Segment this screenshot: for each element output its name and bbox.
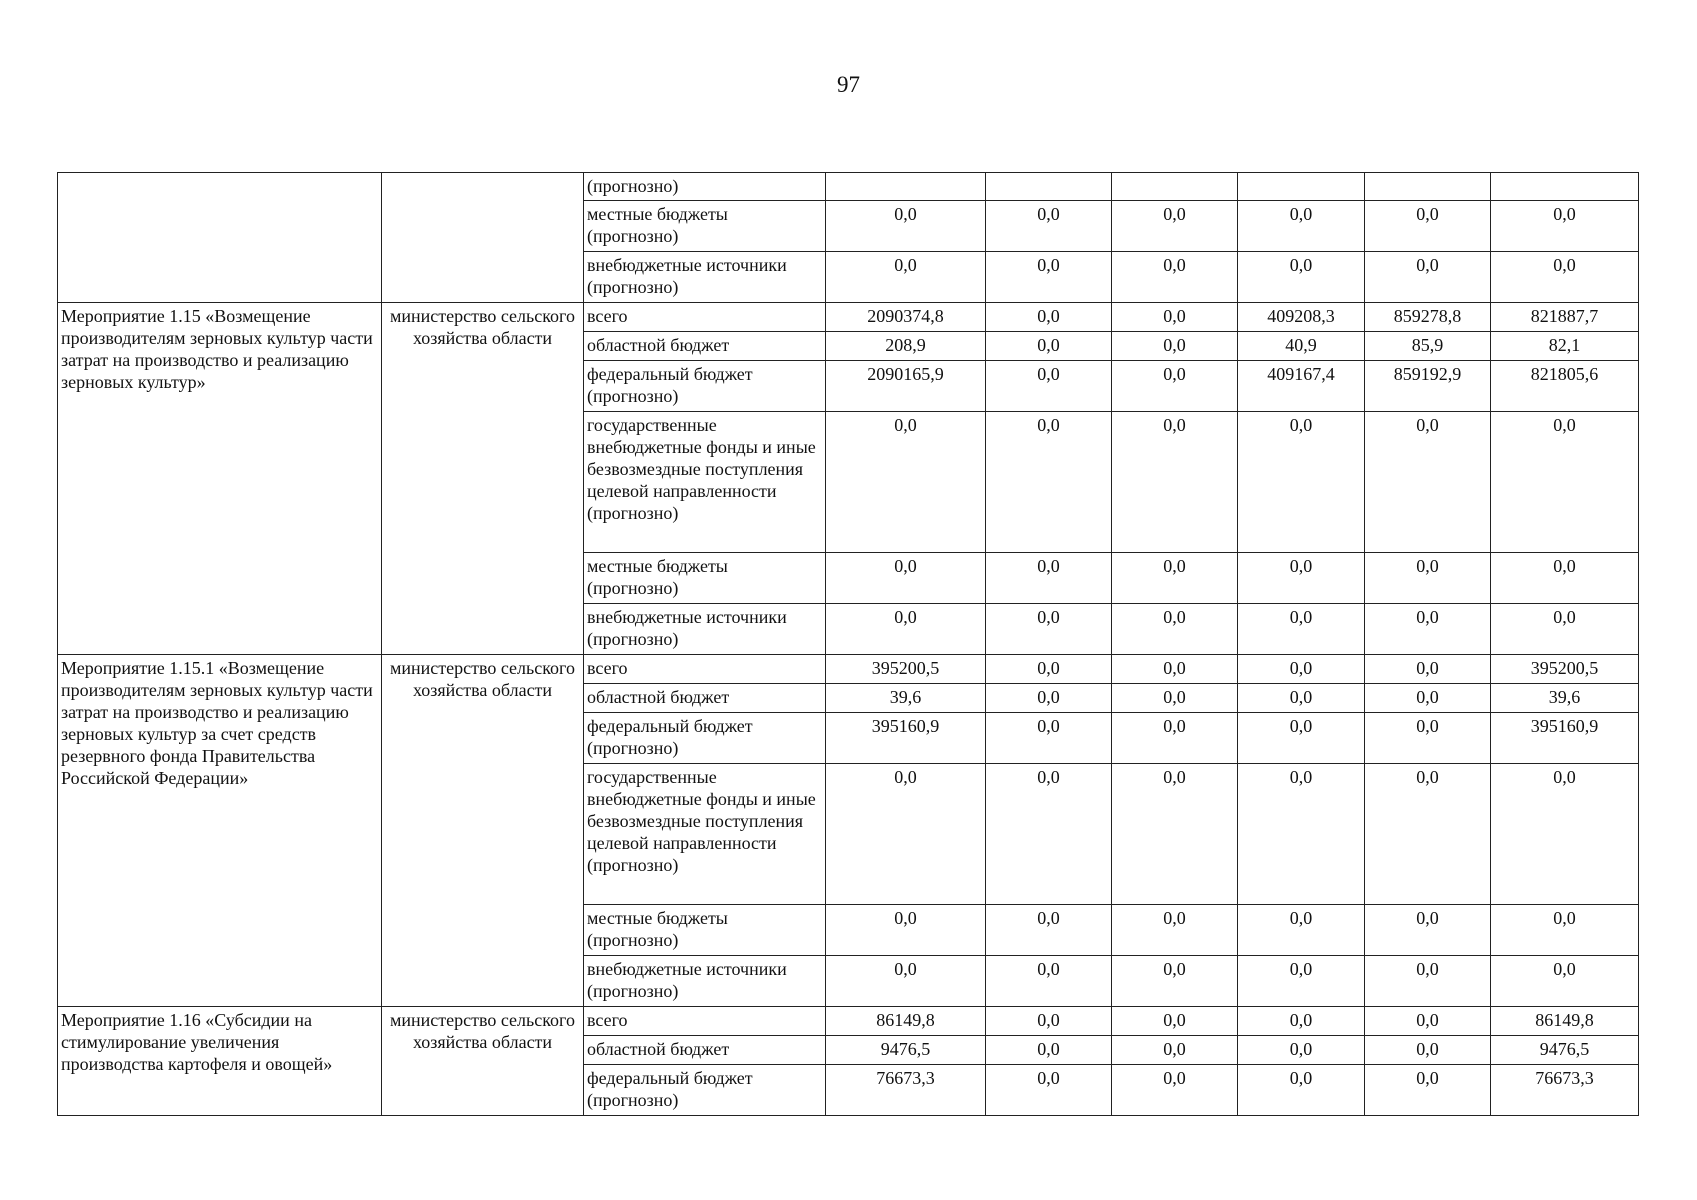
funding-source-cell: внебюджетные источники (прогнозно)	[584, 604, 826, 655]
amount-cell: 0,0	[986, 956, 1112, 1007]
amount-cell: 0,0	[826, 956, 986, 1007]
amount-cell: 0,0	[1112, 604, 1238, 655]
amount-cell: 0,0	[1238, 1007, 1365, 1036]
amount-cell: 0,0	[826, 201, 986, 252]
activity-name-cell	[58, 173, 382, 303]
amount-cell: 0,0	[1112, 332, 1238, 361]
amount-cell: 76673,3	[826, 1065, 986, 1116]
table-row	[58, 655, 1639, 684]
amount-cell: 86149,8	[1491, 1007, 1639, 1036]
funding-source-cell: федеральный бюджет (прогнозно)	[584, 713, 826, 764]
amount-cell	[1365, 173, 1491, 201]
amount-cell: 86149,8	[826, 1007, 986, 1036]
amount-cell: 0,0	[1238, 1036, 1365, 1065]
amount-cell: 0,0	[1238, 905, 1365, 956]
activity-name-cell: Мероприятие 1.15 «Возмещение производителям зерновых культур части затрат на производство и реализацию зерновых культур»	[58, 303, 382, 655]
amount-cell: 2090374,8	[826, 303, 986, 332]
amount-cell: 0,0	[1112, 905, 1238, 956]
amount-cell: 0,0	[986, 764, 1112, 905]
amount-cell: 0,0	[1238, 201, 1365, 252]
amount-cell: 0,0	[1365, 655, 1491, 684]
amount-cell: 0,0	[1491, 604, 1639, 655]
budget-table	[57, 172, 1639, 1116]
amount-cell: 859278,8	[1365, 303, 1491, 332]
amount-cell: 0,0	[1112, 1036, 1238, 1065]
funding-source-cell: всего	[584, 655, 826, 684]
amount-cell: 0,0	[1365, 764, 1491, 905]
amount-cell: 0,0	[1491, 905, 1639, 956]
amount-cell: 0,0	[1112, 684, 1238, 713]
amount-cell: 0,0	[1112, 1065, 1238, 1116]
funding-source-cell: всего	[584, 1007, 826, 1036]
amount-cell: 0,0	[826, 252, 986, 303]
amount-cell: 0,0	[986, 412, 1112, 553]
amount-cell: 0,0	[986, 905, 1112, 956]
funding-source-cell: местные бюджеты (прогнозно)	[584, 905, 826, 956]
funding-source-cell: внебюджетные источники (прогнозно)	[584, 252, 826, 303]
amount-cell	[986, 173, 1112, 201]
table-body	[58, 173, 1639, 1116]
funding-source-cell: государственные внебюджетные фонды и иные безвозмездные поступления целевой направленности (прогнозно)	[584, 412, 826, 553]
amount-cell: 2090165,9	[826, 361, 986, 412]
amount-cell: 395200,5	[1491, 655, 1639, 684]
amount-cell: 0,0	[826, 764, 986, 905]
amount-cell: 0,0	[986, 252, 1112, 303]
activity-name-cell: Мероприятие 1.15.1 «Возмещение производителям зерновых культур части затрат на производство и реализацию зерновых культур за счет средств резервного фонда Правительства Российской Федерации»	[58, 655, 382, 1007]
amount-cell: 0,0	[1365, 604, 1491, 655]
amount-cell: 0,0	[1112, 764, 1238, 905]
amount-cell: 0,0	[1112, 412, 1238, 553]
amount-cell: 0,0	[1365, 684, 1491, 713]
funding-source-cell: федеральный бюджет (прогнозно)	[584, 1065, 826, 1116]
table-row	[58, 173, 1639, 201]
amount-cell: 76673,3	[1491, 1065, 1639, 1116]
amount-cell: 39,6	[826, 684, 986, 713]
amount-cell: 821805,6	[1491, 361, 1639, 412]
table-row	[58, 303, 1639, 332]
funding-source-cell: федеральный бюджет (прогнозно)	[584, 361, 826, 412]
amount-cell	[1491, 173, 1639, 201]
amount-cell: 0,0	[1491, 201, 1639, 252]
amount-cell: 85,9	[1365, 332, 1491, 361]
amount-cell: 0,0	[1112, 361, 1238, 412]
amount-cell: 0,0	[1238, 604, 1365, 655]
funding-source-cell: внебюджетные источники (прогнозно)	[584, 956, 826, 1007]
amount-cell: 0,0	[986, 655, 1112, 684]
amount-cell: 0,0	[986, 201, 1112, 252]
amount-cell: 0,0	[986, 1007, 1112, 1036]
amount-cell: 0,0	[1112, 1007, 1238, 1036]
amount-cell: 0,0	[826, 553, 986, 604]
funding-source-cell: областной бюджет	[584, 684, 826, 713]
funding-source-cell: местные бюджеты (прогнозно)	[584, 553, 826, 604]
amount-cell: 0,0	[826, 604, 986, 655]
amount-cell: 0,0	[986, 684, 1112, 713]
amount-cell: 0,0	[1365, 201, 1491, 252]
amount-cell: 0,0	[1491, 252, 1639, 303]
amount-cell: 0,0	[1112, 956, 1238, 1007]
amount-cell: 0,0	[1238, 655, 1365, 684]
page-number: 97	[837, 72, 860, 97]
activity-name-cell: Мероприятие 1.16 «Субсидии на стимулирование увеличения производства картофеля и овощей»	[58, 1007, 382, 1116]
amount-cell: 0,0	[1112, 201, 1238, 252]
amount-cell: 82,1	[1491, 332, 1639, 361]
amount-cell	[1238, 173, 1365, 201]
funding-source-cell: всего	[584, 303, 826, 332]
amount-cell: 0,0	[1365, 956, 1491, 1007]
amount-cell: 0,0	[1365, 252, 1491, 303]
amount-cell: 0,0	[1491, 412, 1639, 553]
amount-cell: 0,0	[986, 713, 1112, 764]
amount-cell: 0,0	[1365, 1007, 1491, 1036]
amount-cell: 0,0	[1238, 252, 1365, 303]
amount-cell: 409167,4	[1238, 361, 1365, 412]
amount-cell: 0,0	[1365, 553, 1491, 604]
amount-cell: 0,0	[1112, 655, 1238, 684]
amount-cell: 0,0	[1112, 252, 1238, 303]
table-row	[58, 1007, 1639, 1036]
amount-cell: 0,0	[986, 604, 1112, 655]
amount-cell: 0,0	[1238, 412, 1365, 553]
amount-cell: 0,0	[1238, 1065, 1365, 1116]
amount-cell: 0,0	[826, 905, 986, 956]
amount-cell: 0,0	[1238, 713, 1365, 764]
amount-cell: 859192,9	[1365, 361, 1491, 412]
amount-cell: 0,0	[1365, 1036, 1491, 1065]
amount-cell: 0,0	[986, 553, 1112, 604]
amount-cell	[826, 173, 986, 201]
amount-cell: 0,0	[1112, 553, 1238, 604]
responsible-org-cell: министерство сельского хозяйства области	[382, 655, 584, 1007]
amount-cell: 409208,3	[1238, 303, 1365, 332]
amount-cell: 0,0	[1238, 956, 1365, 1007]
amount-cell	[1112, 173, 1238, 201]
amount-cell: 0,0	[1238, 684, 1365, 713]
amount-cell: 0,0	[1365, 905, 1491, 956]
amount-cell: 0,0	[1112, 713, 1238, 764]
amount-cell: 0,0	[986, 332, 1112, 361]
amount-cell: 395160,9	[826, 713, 986, 764]
amount-cell: 0,0	[1238, 764, 1365, 905]
amount-cell: 0,0	[986, 361, 1112, 412]
responsible-org-cell: министерство сельского хозяйства области	[382, 1007, 584, 1116]
amount-cell: 208,9	[826, 332, 986, 361]
amount-cell: 395200,5	[826, 655, 986, 684]
responsible-org-cell: министерство сельского хозяйства области	[382, 303, 584, 655]
amount-cell: 0,0	[986, 1065, 1112, 1116]
amount-cell: 0,0	[826, 412, 986, 553]
amount-cell: 0,0	[1491, 764, 1639, 905]
amount-cell: 821887,7	[1491, 303, 1639, 332]
amount-cell: 0,0	[1491, 553, 1639, 604]
amount-cell: 40,9	[1238, 332, 1365, 361]
funding-source-cell: областной бюджет	[584, 332, 826, 361]
funding-source-cell: областной бюджет	[584, 1036, 826, 1065]
amount-cell: 9476,5	[826, 1036, 986, 1065]
amount-cell: 39,6	[1491, 684, 1639, 713]
funding-source-cell: государственные внебюджетные фонды и иные безвозмездные поступления целевой направленности (прогнозно)	[584, 764, 826, 905]
funding-source-cell: (прогнозно)	[584, 173, 826, 201]
amount-cell: 0,0	[986, 303, 1112, 332]
amount-cell: 0,0	[1491, 956, 1639, 1007]
amount-cell: 0,0	[1365, 1065, 1491, 1116]
amount-cell: 9476,5	[1491, 1036, 1639, 1065]
funding-source-cell: местные бюджеты (прогнозно)	[584, 201, 826, 252]
amount-cell: 395160,9	[1491, 713, 1639, 764]
amount-cell: 0,0	[1365, 412, 1491, 553]
amount-cell: 0,0	[1238, 553, 1365, 604]
responsible-org-cell	[382, 173, 584, 303]
amount-cell: 0,0	[1365, 713, 1491, 764]
amount-cell: 0,0	[986, 1036, 1112, 1065]
amount-cell: 0,0	[1112, 303, 1238, 332]
